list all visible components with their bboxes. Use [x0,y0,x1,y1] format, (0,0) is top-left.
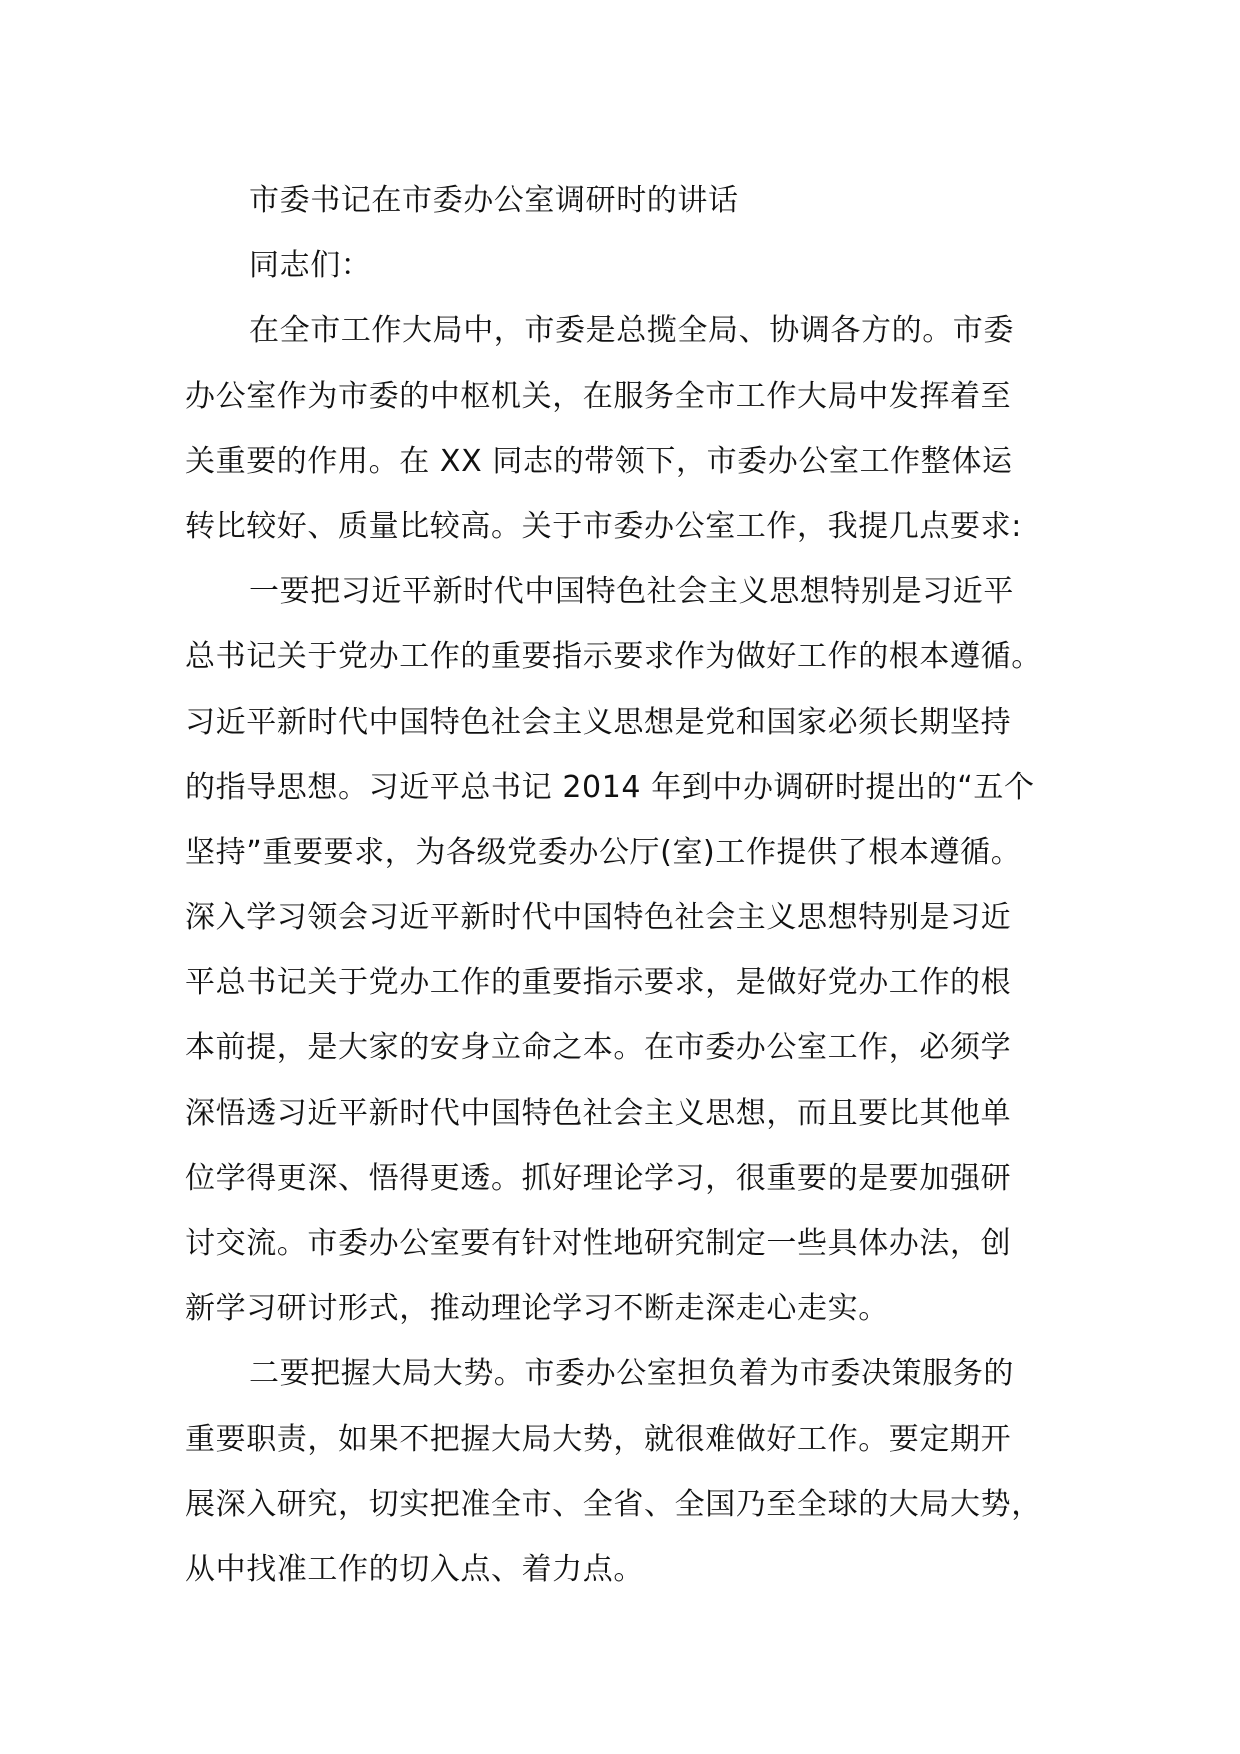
paragraph-2 [185,559,1085,1341]
paragraph-line: 坚持”重要要求，为各级党委办公厅(室)工作提供了根本遵循。 [185,834,1022,870]
paragraph-line: 在全市工作大局中，市委是总揽全局、协调各方的。市委 [249,313,1014,349]
paragraph-line: 的指导思想。习近平总书记 2014 年到中办调研时提出的“五个 [185,769,1035,805]
paragraph-line: 位学得更深、悟得更透。抓好理论学习，很重要的是要加强研 [185,1160,1012,1196]
paragraph-line: 新学习研讨形式，推动理论学习不断走深走心走实。 [185,1291,889,1327]
paragraph-line: 总书记关于党办工作的重要指示要求作为做好工作的根本遵循。 [185,639,1042,675]
paragraph-line: 二要把握大局大势。市委办公室担负着为市委决策服务的 [249,1356,1014,1392]
paragraph-1 [185,298,1085,559]
paragraph-line: 重要职责，如果不把握大局大势，就很难做好工作。要定期开 [185,1421,1012,1457]
paragraph-line: 习近平新时代中国特色社会主义思想是党和国家必须长期坚持 [185,704,1012,740]
paragraph-line: 深悟透习近平新时代中国特色社会主义思想，而且要比其他单 [185,1095,1012,1131]
paragraph-line: 关重要的作用。在 XX 同志的带领下，市委办公室工作整体运 [185,443,1013,479]
paragraph-line: 讨交流。市委办公室要有针对性地研究制定一些具体办法，创 [185,1226,1012,1261]
paragraph-line: 展深入研究，切实把准全市、全省、全国乃至全球的大局大势， [185,1486,1042,1522]
paragraph-line: 本前提，是大家的安身立命之本。在市委办公室工作，必须学 [185,1030,1012,1066]
greeting: 同志们： [249,248,372,284]
paragraph-line: 办公室作为市委的中枢机关，在服务全市工作大局中发挥着至 [185,378,1012,414]
paragraph-line: 平总书记关于党办工作的重要指示要求，是做好党办工作的根 [185,965,1012,1001]
paragraph-line: 深入学习领会习近平新时代中国特色社会主义思想特别是习近 [185,900,1012,936]
document-body [185,168,1085,1602]
paragraph-line: 一要把习近平新时代中国特色社会主义思想特别是习近平 [249,574,1014,610]
paragraph-3 [185,1341,1085,1602]
document-title: 市委书记在市委办公室调研时的讲话 [249,183,739,218]
paragraph-line: 从中找准工作的切入点、着力点。 [185,1551,644,1587]
paragraph-line: 转比较好、质量比较高。关于市委办公室工作，我提几点要求: [185,508,1022,544]
